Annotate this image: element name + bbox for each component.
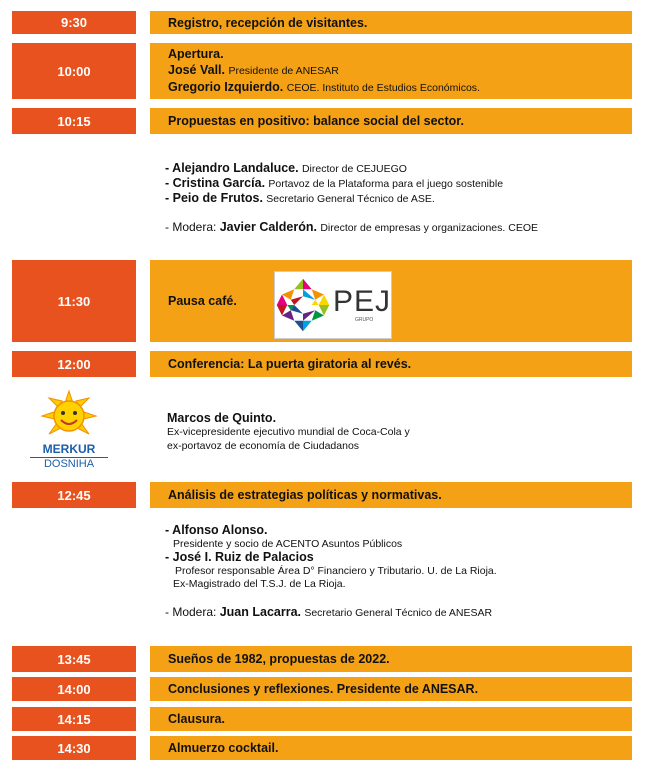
time-9-30: 9:30 xyxy=(12,11,136,34)
merkur-sub: DOSNIHA xyxy=(30,457,108,470)
item-conferencia: Conferencia: La puerta giratoria al revés. xyxy=(150,351,632,377)
time-13-45: 13:45 xyxy=(12,646,136,672)
time-11-30: 11:30 xyxy=(12,260,136,342)
item-apertura: Apertura. José Vall. Presidente de ANESAR Gregorio Izquierdo. CEOE. Instituto de Estudios Económicos. xyxy=(150,43,632,99)
conference-speaker: Marcos de Quinto. Ex-vicepresidente ejecutivo mundial de Coca-Cola y ex-portavoz de economía de Ciudadanos xyxy=(167,411,410,452)
item-almuerzo: Almuerzo cocktail. xyxy=(150,736,632,760)
item-conclusiones: Conclusiones y reflexiones. Presidente de ANESAR. xyxy=(150,677,632,701)
merkur-wordmark: MERKUR xyxy=(42,442,96,456)
time-10-15: 10:15 xyxy=(12,108,136,134)
pej-wordmark: PEJ xyxy=(332,285,391,318)
item-propuestas: Propuestas en positivo: balance social del sector. xyxy=(150,108,632,134)
merkur-logo xyxy=(30,389,108,475)
pej-mosaic-icon xyxy=(275,273,331,337)
pej-sub: GRUPO xyxy=(354,317,374,323)
time-14-00: 14:00 xyxy=(12,677,136,701)
time-14-15: 14:15 xyxy=(12,707,136,731)
panel2-list: - Alfonso Alonso. Presidente y socio de ACENTO Asuntos Públicos - José I. Ruiz de Palacios Profesor responsable Área D° Financiero y Tributario. U. de La Rioja. Ex-Magistrado del T.S.J. de La Rioja. - Modera: Juan Lacarra. Secretario General Técnico de ANESAR xyxy=(165,523,497,619)
time-10-00: 10:00 xyxy=(12,43,136,99)
time-12-45: 12:45 xyxy=(12,482,136,508)
merkur-sun-icon xyxy=(40,389,98,441)
panel1-list: - Alejandro Landaluce. Director de CEJUEGO - Cristina García. Portavoz de la Plataforma para el juego sostenible - Peio de Frutos. Secretario General Técnico de ASE. - Modera: Javier Calderón. Director de empresas y organizaciones. CEOE xyxy=(165,161,538,234)
item-registro: Registro, recepción de visitantes. xyxy=(150,11,632,34)
item-clausura: Clausura. xyxy=(150,707,632,731)
time-12-00: 12:00 xyxy=(12,351,136,377)
item-pausa: Pausa café. xyxy=(150,260,632,342)
pej-logo xyxy=(274,271,392,339)
item-suenos: Sueños de 1982, propuestas de 2022. xyxy=(150,646,632,672)
item-analisis: Análisis de estrategias políticas y normativas. xyxy=(150,482,632,508)
time-14-30: 14:30 xyxy=(12,736,136,760)
